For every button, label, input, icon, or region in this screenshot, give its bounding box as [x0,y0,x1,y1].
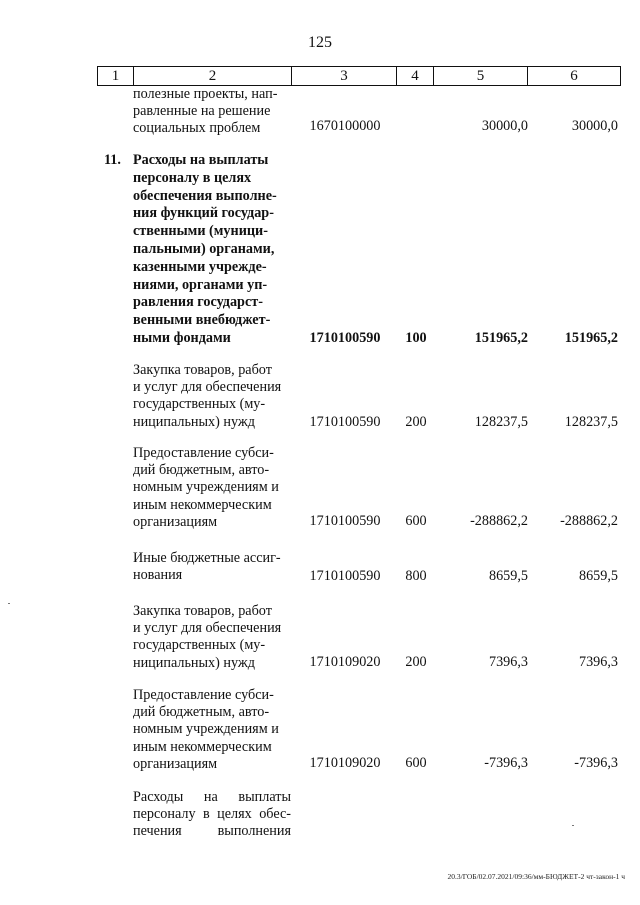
row-description [133,86,291,138]
description-line: казенными учрежде- [133,258,267,275]
description-line: социальных проблем [133,120,261,137]
description-line: иным некоммерческим [133,496,272,513]
budget-code: 1710109020 [309,654,381,670]
column-header-3: 3 [340,68,348,84]
description-line: государственных (му- [133,637,266,654]
budget-code: 1670100000 [309,118,381,134]
description-line: ния функций государ- [133,205,274,222]
column-header-5: 5 [476,68,485,84]
table-header-row [97,66,621,86]
page-number: 125 [308,34,332,51]
description-line: ниями, органами уп- [133,276,268,293]
budget-code: 1710109020 [309,755,381,771]
amount-col6: 128237,5 [564,414,618,430]
expense-type: 200 [405,414,427,430]
description-line: дий бюджетным, авто- [133,462,270,479]
scan-speck [8,603,10,604]
description-line: Иные бюджетные ассиг- [133,550,281,566]
amount-col6: 151965,2 [564,330,618,346]
description-line: персоналу в целях [133,169,252,186]
description-line: ниципальных) нужд [133,654,255,671]
amount-col6: 7396,3 [578,654,618,670]
row-description [133,362,291,431]
amount-col5: -7396,3 [484,755,528,771]
amount-col5: 151965,2 [474,330,528,346]
description-line: организациям [133,755,218,772]
column-header-4: 4 [411,68,419,84]
description-line: Расходы на выплаты [133,789,291,805]
budget-code: 1710100590 [309,568,381,584]
description-line: номным учреждениям и [133,479,279,496]
column-header-2: 2 [208,68,217,84]
document-footer: 20.3/ГОБ/02.07.2021/09:36/мм-БЮДЖЕТ-2 чт-закон-1 ч [447,872,625,881]
description-line: номным учреждениям и [133,721,279,738]
column-header-6: 6 [570,68,578,84]
row-number: 11. [104,152,121,168]
description-line: дий бюджетным, авто- [133,704,270,721]
description-line: и услуг для обеспечения [133,379,282,396]
description-line: персоналу в целях обес- [133,806,291,823]
description-line: ственными (муници- [133,223,268,240]
amount-col6: 8659,5 [578,568,618,584]
description-line: Закупка товаров, работ [133,362,272,378]
row-description [133,445,291,531]
description-line: государственных (му- [133,396,266,413]
description-line: нования [133,567,183,584]
row-description [133,152,291,348]
amount-col5: 30000,0 [481,118,528,134]
description-line: пальными) органами, [133,240,275,257]
description-line: Предоставление субси- [133,445,274,461]
expense-type: 200 [405,654,427,670]
row-description [133,687,291,773]
description-line: печения выполнения [133,823,291,840]
description-line: Расходы на выплаты [133,152,269,168]
description-line: и услуг для обеспечения [133,620,282,637]
description-line: венными внебюджет- [133,312,271,329]
expense-type: 100 [405,330,427,346]
budget-code: 1710100590 [309,414,381,430]
description-line: равленные на решение [133,103,271,120]
amount-col6: 30000,0 [571,118,618,134]
amount-col5: -288862,2 [470,513,528,529]
column-header-1: 1 [111,68,120,84]
description-line: Закупка товаров, работ [133,603,272,619]
description-line: ными фондами [133,329,231,346]
row-description [133,789,291,841]
row-description [133,603,291,672]
scan-speck [572,825,574,826]
expense-type: 800 [405,568,427,584]
amount-col5: 8659,5 [488,568,528,584]
row-description [133,550,291,584]
description-line: обеспечения выполне- [133,187,277,204]
description-line: Предоставление субси- [133,687,274,703]
description-line: равления государст- [133,294,263,311]
description-line: иным некоммерческим [133,738,272,755]
budget-code: 1710100590 [309,513,381,529]
budget-code: 1710100590 [309,330,381,346]
description-line: полезные проекты, нап- [133,86,278,102]
description-line: ниципальных) нужд [133,413,255,430]
description-line: организациям [133,513,218,530]
amount-col5: 128237,5 [474,414,528,430]
expense-type: 600 [405,755,427,771]
amount-col6: -7396,3 [574,755,618,771]
expense-type: 600 [405,513,427,529]
amount-col6: -288862,2 [560,513,618,529]
amount-col5: 7396,3 [488,654,528,670]
